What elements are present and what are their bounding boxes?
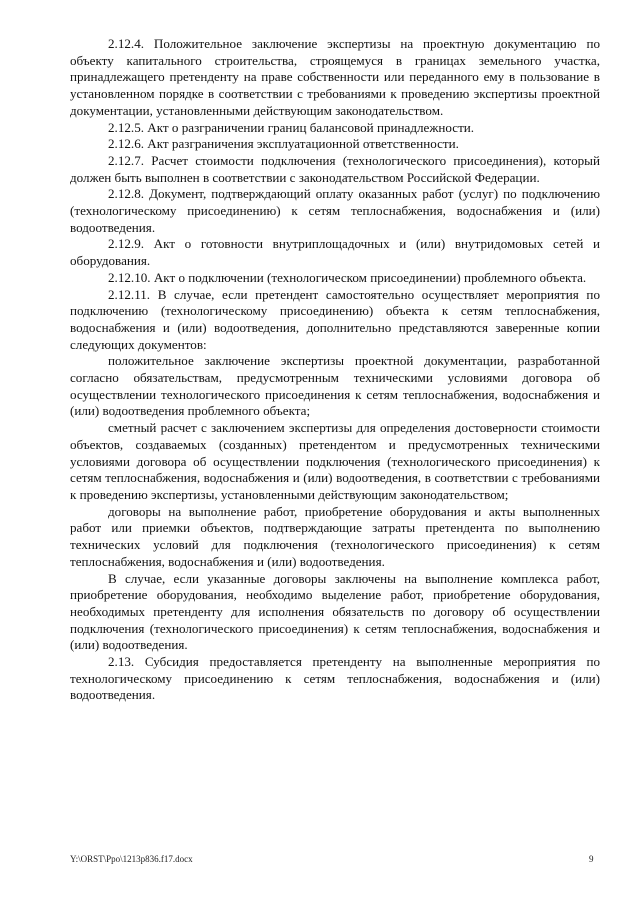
paragraph-2-12-11: 2.12.11. В случае, если претендент самостоятельно осуществляет мероприятия по подключению (технологическому присоединению) объекта к сетям теплоснабжения, водоснабжения и (или) водоотведения, дополнительно представляются заверенные копии следующих документов:: [70, 286, 600, 352]
paragraph-complex-contracts: В случае, если указанные договоры заключены на выполнение комплекса работ, приобретение оборудования, необходимо выделение работ, приобретение оборудования, необходимых претенденту для исполнения обязательств по договору об осуществлении подключения (технологического присоединения) к сетям теплоснабжения, водоснабжения и (или) водоотведения.: [70, 570, 600, 653]
paragraph-2-13: 2.13. Субсидия предоставляется претенденту на выполненные мероприятия по технологическому присоединению к сетям теплоснабжения, водоснабжения и (или) водоотведения.: [70, 654, 600, 703]
document-body: [70, 36, 600, 704]
paragraph-2-12-8: 2.12.8. Документ, подтверждающий оплату оказанных работ (услуг) по подключению (технологическому присоединению) к сетям теплоснабжения, водоснабжения и (или) водоотведения.: [70, 186, 600, 235]
list-item-estimate: сметный расчет с заключением экспертизы для определения достоверности стоимости объектов, создаваемых (созданных) претендентом и предусмотренных техническими условиями договора об осуществлении подключения (технологического присоединения) к сетям теплоснабжения, водоснабжения и (или) водоотведения, в соответствии с требованиями к проведению экспертизы, установленными действующим законодательством;: [70, 420, 600, 502]
paragraph-2-12-5: 2.12.5. Акт о разграничении границ балансовой принадлежности.: [108, 119, 475, 135]
paragraph-2-12-9: 2.12.9. Акт о готовности внутриплощадочных и (или) внутридомовых сетей и оборудования.: [70, 236, 600, 269]
paragraph-2-12-10: 2.12.10. Акт о подключении (технологическом присоединении) проблемного объекта.: [108, 269, 587, 285]
paragraph-2-12-4: 2.12.4. Положительное заключение экспертизы на проектную документацию по объекту капитального строительства, строящемуся в границах земельного участка, принадлежащего претенденту на праве собственности или переданного ему в пользование в установленном порядке в соответствии с требованиями к проведению экспертизы проектной документации, установленными действующим законодательством.: [70, 36, 600, 118]
footer-file-path: Y:\ORST\Ppo\1213p836.f17.docx: [70, 854, 193, 864]
list-item-expertise-conclusion: положительное заключение экспертизы проектной документации, разработанной согласно обязательствам, предусмотренным техническими условиями договора об осуществлении технологического присоединения к сетям теплоснабжения, водоснабжения и (или) водоотведения проблемного объекта;: [70, 353, 600, 419]
paragraph-2-12-7: 2.12.7. Расчет стоимости подключения (технологического присоединения), который должен быть выполнен в соответствии с законодательством Российской Федерации.: [70, 152, 600, 185]
paragraph-2-12-6: 2.12.6. Акт разграничения эксплуатационной ответственности.: [108, 136, 459, 152]
list-item-contracts: договоры на выполнение работ, приобретение оборудования и акты выполненных работ или приемки объектов, подтверждающие затраты претендента по выполнению технических условий для подключения (технологического присоединения) к сетям теплоснабжения, водоснабжения и (или) водоотведения.: [70, 503, 600, 569]
page-number: 9: [589, 854, 594, 864]
